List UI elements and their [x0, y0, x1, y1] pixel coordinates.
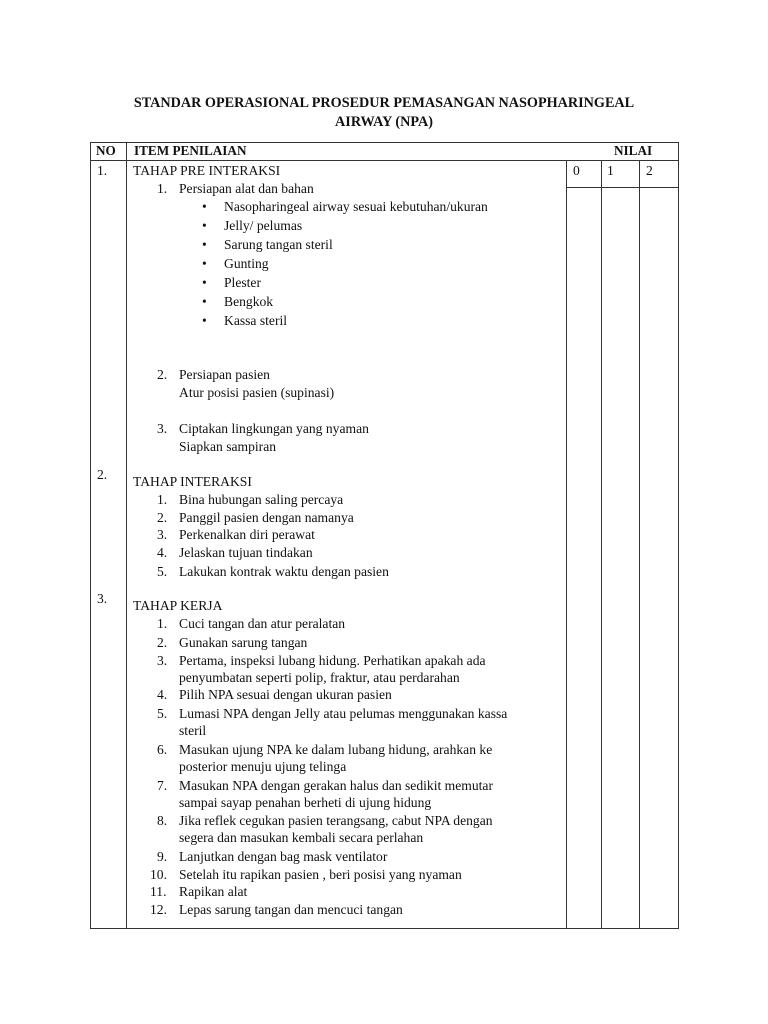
no-column-border	[126, 142, 127, 929]
step-number: 4.	[157, 545, 168, 560]
score-0-column-border	[601, 160, 602, 929]
table-left-border	[90, 142, 91, 929]
bullet-icon: •	[202, 199, 207, 214]
step-number: 5.	[157, 706, 168, 721]
step-text: Masukan ujung NPA ke dalam lubang hidung, arahkan ke	[179, 742, 493, 757]
document-title-line1: STANDAR OPERASIONAL PROSEDUR PEMASANGAN NASOPHARINGEAL	[133, 95, 635, 111]
score-header-border	[566, 187, 679, 188]
bullet-icon: •	[202, 275, 207, 290]
score-label-1: 1	[607, 163, 614, 178]
header-item-penilaian: ITEM PENILAIAN	[134, 143, 247, 158]
step-number: 2.	[157, 510, 168, 525]
section-number: 2.	[97, 467, 108, 482]
step-number: 2.	[157, 367, 168, 382]
bullet-icon: •	[202, 218, 207, 233]
step-continuation: penyumbatan seperti polip, fraktur, atau perdarahan	[179, 670, 460, 685]
step-continuation: steril	[179, 723, 207, 738]
score-label-2: 2	[646, 163, 653, 178]
header-nilai: NILAI	[614, 143, 653, 158]
step-text: Jelaskan tujuan tindakan	[179, 545, 313, 560]
step-text: Gunakan sarung tangan	[179, 635, 308, 650]
section-number: 1.	[97, 163, 108, 178]
bullet-item: Gunting	[224, 256, 269, 271]
bullet-icon: •	[202, 256, 207, 271]
step-text: Lakukan kontrak waktu dengan pasien	[179, 564, 389, 579]
bullet-item: Bengkok	[224, 294, 274, 309]
step-number: 2.	[157, 635, 168, 650]
section-heading: TAHAP PRE INTERAKSI	[133, 163, 281, 178]
step-number: 3.	[157, 653, 168, 668]
step-text: Persiapan pasien	[179, 367, 270, 382]
bullet-icon: •	[202, 294, 207, 309]
step-number: 10.	[150, 867, 167, 882]
step-subtext: Siapkan sampiran	[179, 439, 277, 454]
step-text: Persiapan alat dan bahan	[179, 181, 314, 196]
step-number: 3.	[157, 421, 168, 436]
step-number: 12.	[150, 902, 167, 917]
step-number: 6.	[157, 742, 168, 757]
bullet-icon: •	[202, 237, 207, 252]
step-subtext: Atur posisi pasien (supinasi)	[179, 385, 335, 400]
step-number: 1.	[157, 616, 168, 631]
table-bottom-border	[90, 928, 679, 929]
step-text: Masukan NPA dengan gerakan halus dan sedikit memutar	[179, 778, 493, 793]
section-heading: TAHAP KERJA	[133, 598, 223, 613]
step-text: Setelah itu rapikan pasien , beri posisi yang nyaman	[179, 867, 462, 882]
bullet-item: Plester	[224, 275, 261, 290]
step-text: Pertama, inspeksi lubang hidung. Perhatikan apakah ada	[179, 653, 486, 668]
step-text: Lanjutkan dengan bag mask ventilator	[179, 849, 388, 864]
score-1-column-border	[639, 160, 640, 929]
bullet-item: Jelly/ pelumas	[224, 218, 303, 233]
bullet-item: Sarung tangan steril	[224, 237, 333, 252]
header-no: NO	[96, 143, 116, 158]
bullet-item: Kassa steril	[224, 313, 288, 328]
step-text: Lepas sarung tangan dan mencuci tangan	[179, 902, 403, 917]
bullet-item: Nasopharingeal airway sesuai kebutuhan/ukuran	[224, 199, 488, 214]
section-number: 3.	[97, 591, 108, 606]
table-header-border	[90, 160, 679, 161]
step-number: 8.	[157, 813, 168, 828]
bullet-icon: •	[202, 313, 207, 328]
score-label-0: 0	[573, 163, 580, 178]
step-number: 1.	[157, 492, 168, 507]
step-number: 9.	[157, 849, 168, 864]
step-text: Cuci tangan dan atur peralatan	[179, 616, 346, 631]
step-number: 1.	[157, 181, 168, 196]
step-number: 3.	[157, 527, 168, 542]
step-continuation: sampai sayap penahan berheti di ujung hidung	[179, 795, 432, 810]
step-text: Perkenalkan diri perawat	[179, 527, 315, 542]
step-text: Bina hubungan saling percaya	[179, 492, 344, 507]
step-text: Lumasi NPA dengan Jelly atau pelumas menggunakan kassa	[179, 706, 508, 721]
step-text: Jika reflek cegukan pasien terangsang, cabut NPA dengan	[179, 813, 493, 828]
step-number: 7.	[157, 778, 168, 793]
table-right-border	[678, 142, 679, 929]
step-continuation: posterior menuju ujung telinga	[179, 759, 347, 774]
step-text: Ciptakan lingkungan yang nyaman	[179, 421, 369, 436]
item-column-border	[566, 160, 567, 929]
step-number: 5.	[157, 564, 168, 579]
section-heading: TAHAP INTERAKSI	[133, 474, 252, 489]
step-text: Panggil pasien dengan namanya	[179, 510, 354, 525]
step-number: 11.	[150, 884, 167, 899]
step-text: Rapikan alat	[179, 884, 248, 899]
step-continuation: segera dan masukan kembali secara perlahan	[179, 830, 424, 845]
step-text: Pilih NPA sesuai dengan ukuran pasien	[179, 687, 392, 702]
document-title-line2: AIRWAY (NPA)	[335, 114, 433, 130]
step-number: 4.	[157, 687, 168, 702]
